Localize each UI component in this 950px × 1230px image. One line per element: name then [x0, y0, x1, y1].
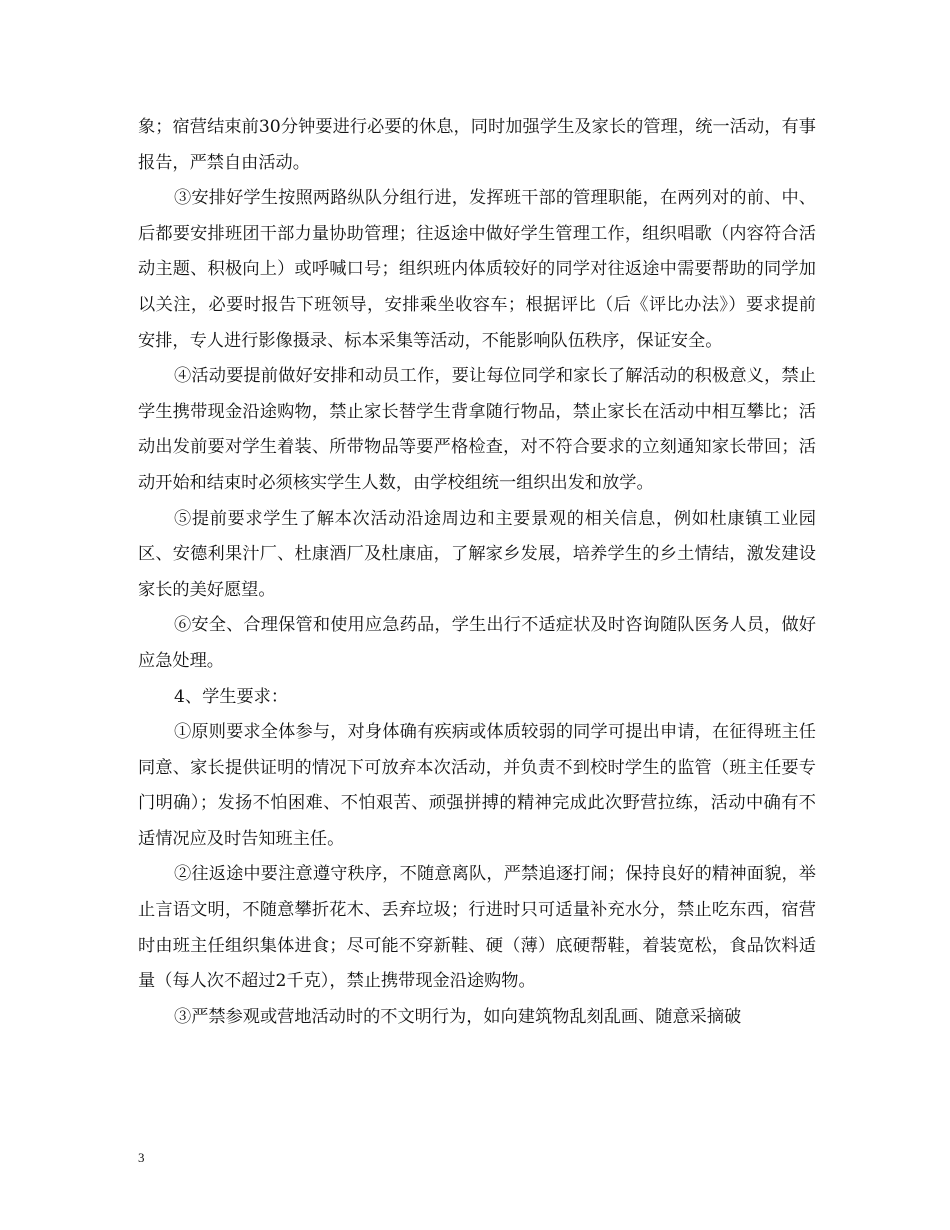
- paragraph-continuation: 象；宿营结束前30分钟要进行必要的休息，同时加强学生及家长的管理，统一活动，有事报告，严禁自由活动。: [138, 117, 816, 173]
- section-heading-student-requirements: 4、学生要求：: [174, 686, 289, 707]
- page-number: 3: [138, 1150, 145, 1165]
- paragraph-item-4: ④活动要提前做好安排和动员工作，要让每位同学和家长了解活动的积极意义，禁止学生携带现金沿途购物，禁止家长替学生背拿随行物品，禁止家长在活动中相互攀比；活动出发前要对学生着装、所带物品等要严格检查，对不符合要求的立刻通知家长带回；活动开始和结束时必须核实学生人数，由学校组统一组织出发和放学。: [138, 366, 816, 493]
- body-text: [138, 110, 816, 1035]
- paragraph-item-5: ⑤提前要求学生了解本次活动沿途周边和主要景观的相关信息，例如杜康镇工业园区、安德利果汁厂、杜康酒厂及杜康庙，了解家乡发展，培养学生的乡土情结，激发建设家长的美好愿望。: [138, 508, 816, 600]
- paragraph-student-item-1: ①原则要求全体参与，对身体确有疾病或体质较弱的同学可提出申请，在征得班主任同意、家长提供证明的情况下可放弃本次活动，并负责不到校时学生的监管（班主任要专门明确）；发扬不怕困难、不怕艰苦、顽强拼搏的精神完成此次野营拉练，活动中确有不适情况应及时告知班主任。: [138, 722, 816, 849]
- paragraph-student-item-2: ②往返途中要注意遵守秩序，不随意离队，严禁追逐打闹；保持良好的精神面貌，举止言语文明，不随意攀折花木、丢弃垃圾；行进时只可适量补充水分，禁止吃东西，宿营时由班主任组织集体进食；尽可能不穿新鞋、硬（薄）底硬帮鞋，着装宽松，食品饮料适量（每人次不超过2千克），禁止携带现金沿途购物。: [138, 864, 816, 992]
- paragraph-item-6: ⑥安全、合理保管和使用应急药品，学生出行不适症状及时咨询随队医务人员，做好应急处理。: [138, 615, 816, 671]
- paragraph-item-3: ③安排好学生按照两路纵队分组行进，发挥班干部的管理职能，在两列对的前、中、后都要安排班团干部力量协助管理；往返途中做好学生管理工作，组织唱歌（内容符合活动主题、积极向上）或呼喊口号；组织班内体质较好的同学对往返途中需要帮助的同学加以关注，必要时报告下班领导，安排乘坐收容车；根据评比（后《评比办法》）要求提前安排，专人进行影像摄录、标本采集等活动，不能影响队伍秩序，保证安全。: [138, 188, 816, 351]
- paragraph-student-item-3: ③严禁参观或营地活动时的不文明行为，如向建筑物乱刻乱画、随意采摘破: [174, 1006, 742, 1027]
